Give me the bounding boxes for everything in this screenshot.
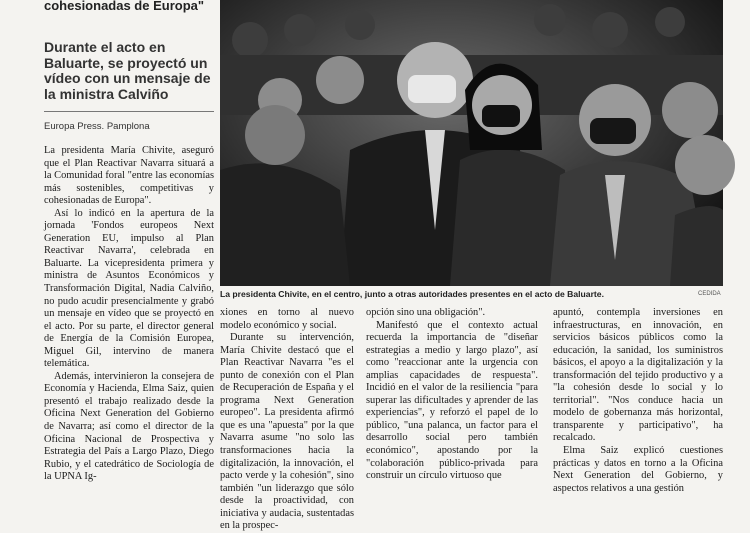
headline: cohesionadas de Europa" [44, 0, 205, 13]
text-column-4 [553, 307, 723, 500]
subheadline: Durante el acto en Baluarte, se proyectó un vídeo con un mensaje de la ministra Calviño [44, 39, 211, 102]
photo-caption: La presidenta Chivite, en el centro, junto a otras autoridades presentes en el acto de Baluarte. [220, 289, 604, 299]
text-column-3 [366, 307, 538, 500]
photo-credit: CEDIDA [698, 291, 721, 297]
paragraph: Así lo indicó en la apertura de la jornada 'Fondos europeos Next Generation EU, impulso al Plan Reactivar Navarra', celebrada en Baluarte. La vicepresidenta primera y ministra de Asuntos Económicos y Transformación Digital, Nadia Calviño, no pudo acudir presencialmente y grabó un mensaje en vídeo que se proyectó en el acto. Por su parte, el director general de Energía de la Comisión Europea, Miguel Gil, intervino de manera telemática. [44, 207, 214, 370]
divider [44, 111, 214, 112]
paragraph: xiones en torno al nuevo modelo económico y social. [220, 307, 354, 331]
audience-illustration [220, 0, 723, 286]
byline: Europa Press. Pamplona [44, 121, 150, 132]
text-column-1 [44, 145, 214, 500]
paragraph: Elma Saiz explicó cuestiones prácticas y datos en torno a la Oficina Next Generation del Gobierno, y aspectos relativos a una gestión [553, 445, 723, 494]
paragraph: Además, intervinieron la consejera de Economía y Hacienda, Elma Saiz, quien presentó el trabajo realizado desde la Oficina Next Generation del Gobierno de Navarra; así como el director de la Oficina Nacional de Prospectiva y Estrategia del País a Largo Plazo, Diego Rubio, y el catedrático de Sociología de la UPNA Ig- [44, 370, 214, 483]
paragraph: opción sino una obligación". [366, 307, 486, 318]
text-column-2 [220, 307, 354, 532]
paragraph: Manifestó que el contexto actual recuerda la importancia de "diseñar estrategias a medio y largo plazo", así como "reaccionar ante la urgencia con amplias capacidades de respuesta". Incidió en el valor de la resiliencia "para superar las dificultades y aprender de las experiencias", y reforzó el papel de lo público, "una palanca, un factor para el desarrollo social pero también económico", apostando por la "colaboración público-privada para construir un círculo virtuoso que [366, 319, 538, 482]
paragraph: La presidenta María Chivite, aseguró que el Plan Reactivar Navarra situará a la Comunidad foral "entre las economías más sostenibles, competitivas y cohesionadas de Europa". [44, 145, 214, 207]
paragraph: Durante su intervención, María Chivite destacó que el Plan Reactivar Navarra "es el punto de conexión con el Plan de Recuperación de España y el programa Next Generation europeo". La presidenta afirmó que es una "apuesta" por la que Navarra asume "no solo las transformaciones hacia la digitalización, la innovación, el pacto verde y la cohesión", sino también "un liderazgo que sólo desde la proactividad, con iniciativa y audacia, sustentadas en la prospec- [220, 332, 354, 532]
event-photo [220, 0, 723, 286]
paragraph: apuntó, contempla inversiones en infraestructuras, en innovación, en servicios básicos públicos como la educación, la sanidad, los suministros básicos, el apoyo a la digitalización y la transformación del tejido productivo y a "la cohesión desde lo social y lo territorial". "Nos conduce hacia un modelo de gobernanza más horizontal, transparente y participativo", ha recalcado. [553, 307, 723, 444]
